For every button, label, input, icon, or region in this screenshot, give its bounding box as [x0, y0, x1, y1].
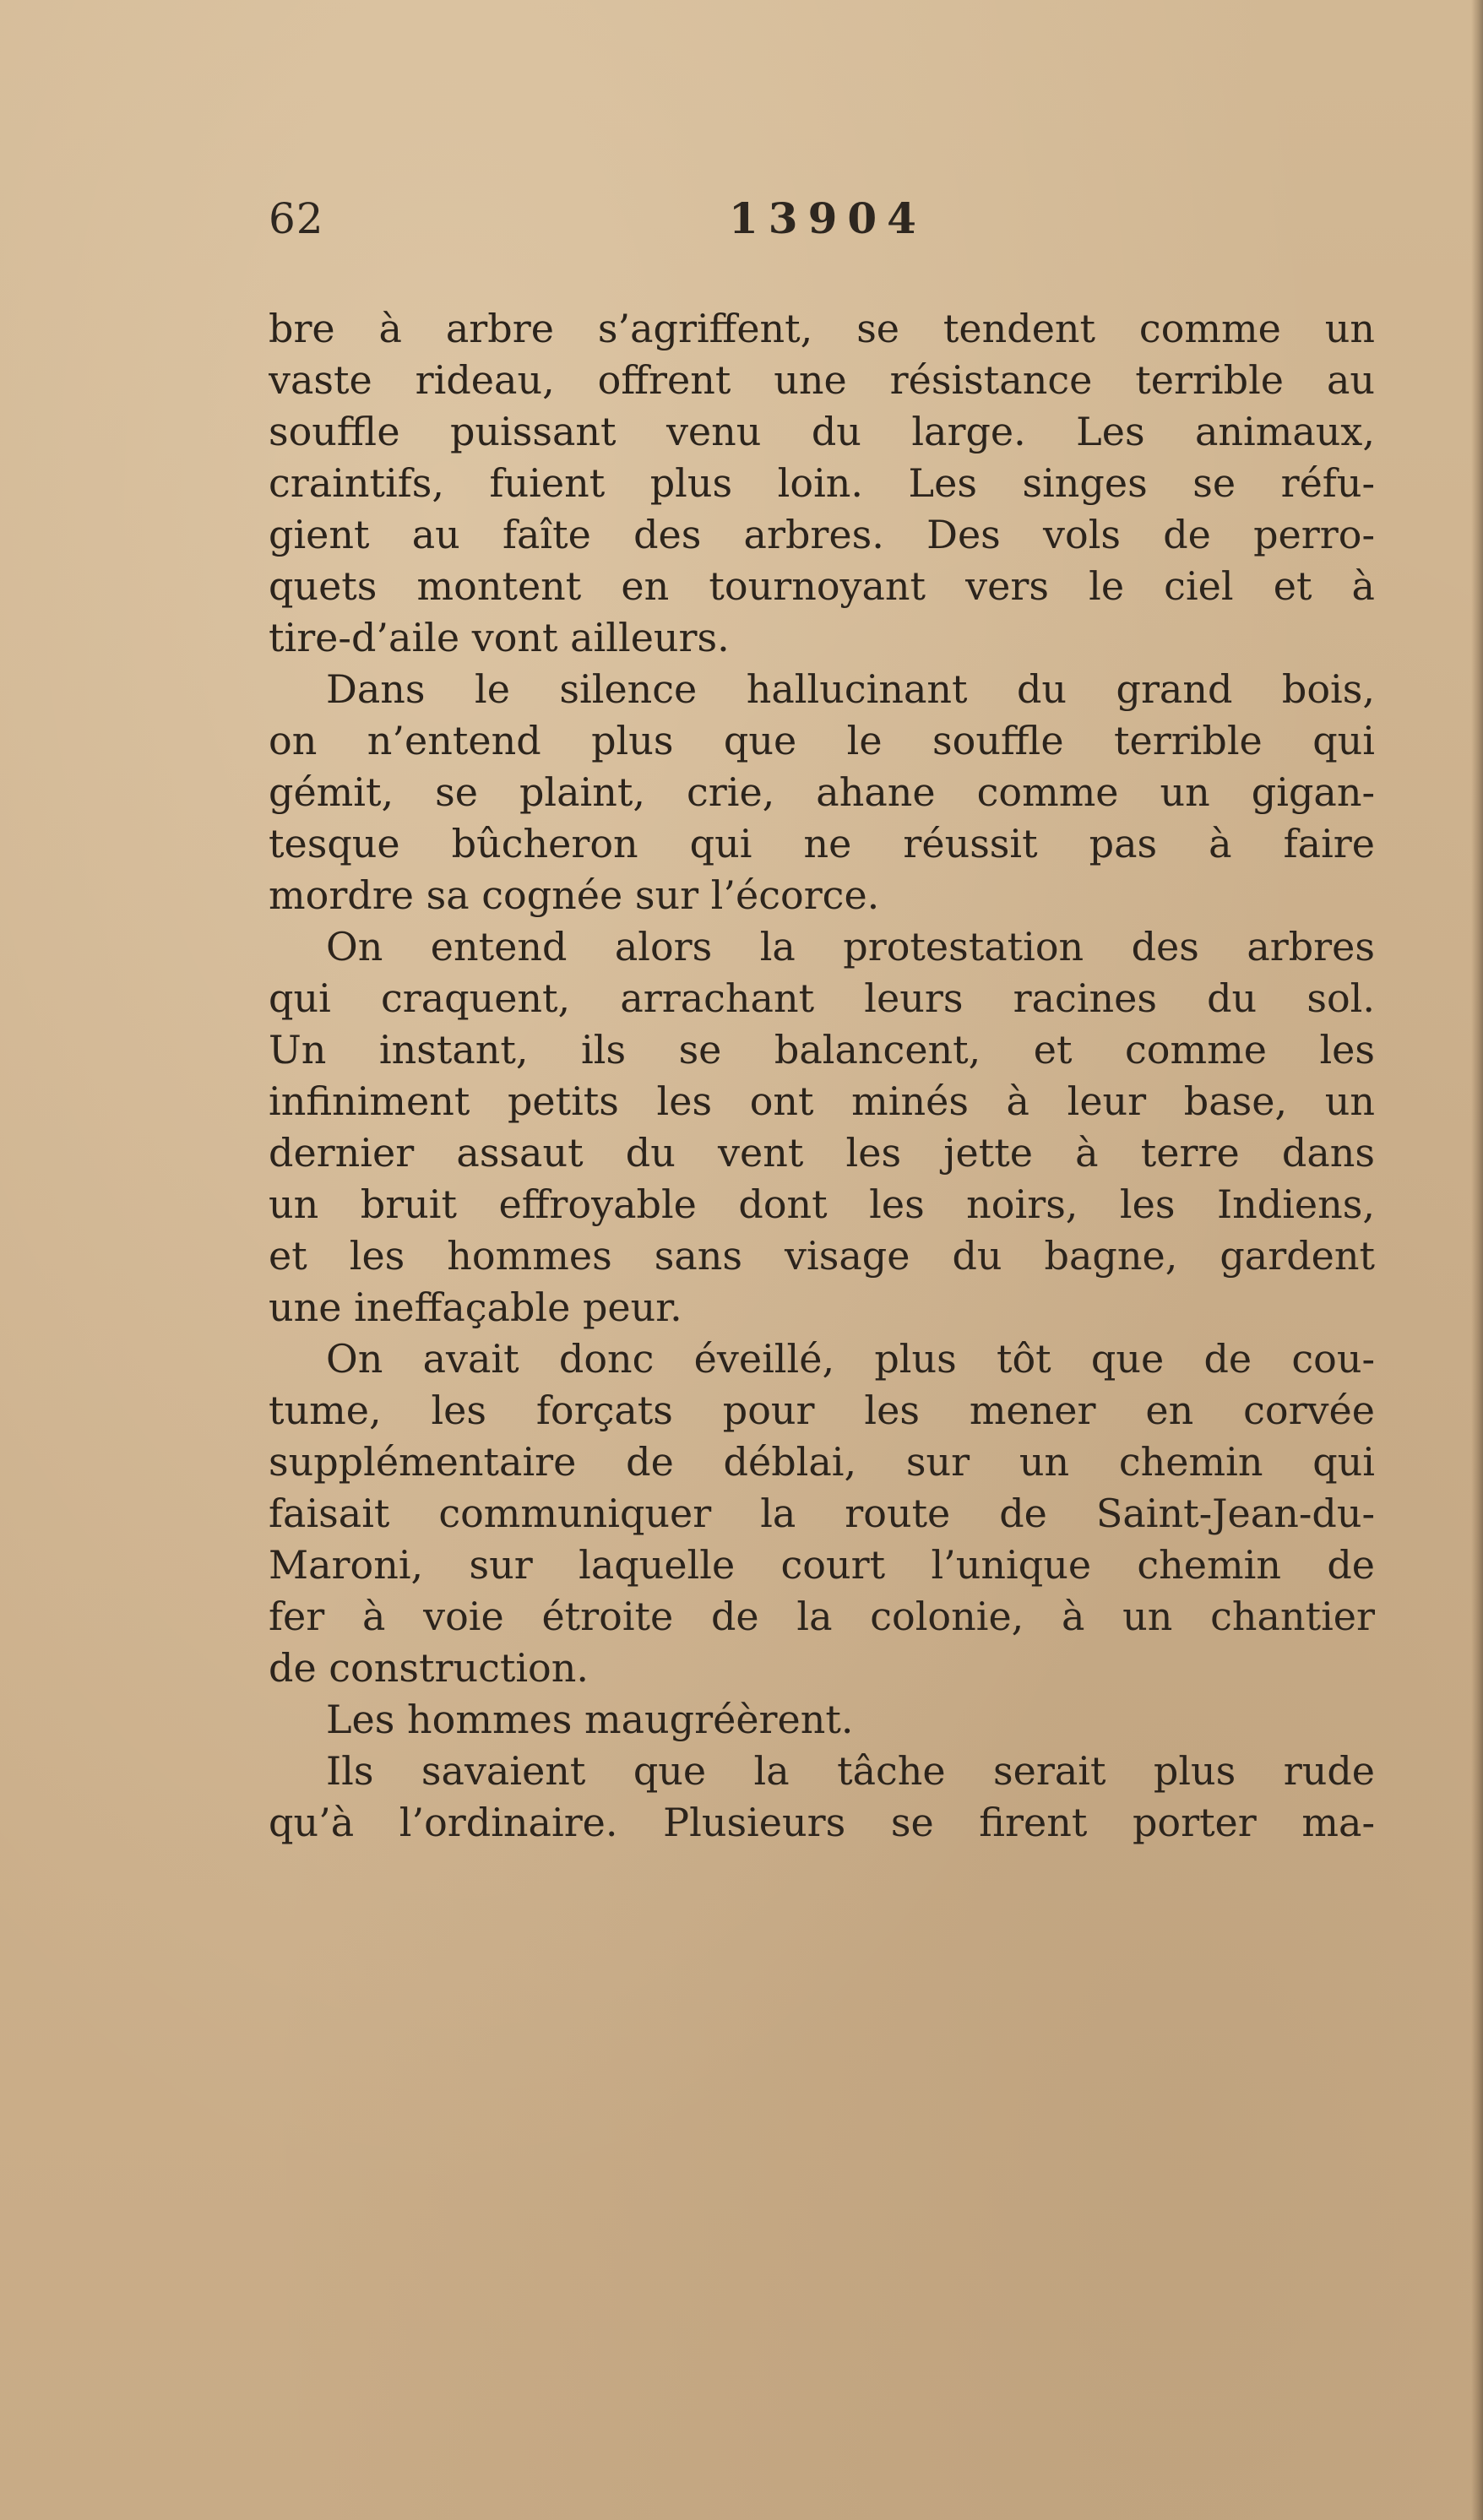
- paragraph-end-line: une ineffaçable peur.: [269, 1284, 682, 1330]
- paragraph-end-line: mordre sa cognée sur l’écorce.: [269, 872, 880, 918]
- running-head: 13904: [729, 193, 926, 243]
- text-line: faisait communiquer la route de Saint-Jean-du-: [269, 1491, 1375, 1536]
- text-line: on n’entend plus que le souffle terrible qui: [269, 718, 1375, 763]
- text-line: craintifs, fuient plus loin. Les singes se réfu-: [269, 460, 1375, 506]
- page-header: [269, 189, 1375, 248]
- text-line: Maroni, sur laquelle court l’unique chemin de: [269, 1542, 1375, 1588]
- text-line: un bruit effroyable dont les noirs, les Indiens,: [269, 1181, 1375, 1227]
- text-line: supplémentaire de déblai, sur un chemin qui: [269, 1439, 1375, 1485]
- paragraph-start-line: On entend alors la protestation des arbres: [326, 924, 1375, 969]
- body-text: [269, 303, 1375, 1849]
- text-line: infiniment petits les ont minés à leur base, un: [269, 1078, 1375, 1124]
- text-line: dernier assaut du vent les jette à terre dans: [269, 1130, 1375, 1176]
- paragraph-start-line: Dans le silence hallucinant du grand bois,: [326, 666, 1375, 712]
- page-edge-shadow: [1471, 0, 1483, 2520]
- text-line: tume, les forçats pour les mener en corvée: [269, 1388, 1375, 1433]
- text-line: Un instant, ils se balancent, et comme les: [269, 1027, 1375, 1073]
- text-line: qu’à l’ordinaire. Plusieurs se firent porter ma-: [269, 1800, 1375, 1845]
- text-line: gémit, se plaint, crie, ahane comme un gigan-: [269, 769, 1375, 815]
- paragraph-end-line: de construction.: [269, 1645, 589, 1691]
- text-line: souffle puissant venu du large. Les animaux,: [269, 409, 1375, 454]
- text-line: bre à arbre s’agriffent, se tendent comme un: [269, 306, 1375, 351]
- paragraph-start-line: On avait donc éveillé, plus tôt que de cou-: [326, 1336, 1375, 1382]
- text-line: gient au faîte des arbres. Des vols de perro-: [269, 512, 1375, 557]
- paragraph-end-line: tire-d’aile vont ailleurs.: [269, 615, 730, 660]
- text-line: tesque bûcheron qui ne réussit pas à faire: [269, 821, 1375, 866]
- single-line-paragraph: Les hommes maugréèrent.: [326, 1697, 854, 1742]
- page-number: 62: [269, 194, 324, 243]
- text-line: vaste rideau, offrent une résistance terrible au: [269, 357, 1375, 403]
- text-line: et les hommes sans visage du bagne, gardent: [269, 1233, 1375, 1279]
- text-line: quets montent en tournoyant vers le ciel et à: [269, 563, 1375, 609]
- text-line: fer à voie étroite de la colonie, à un chantier: [269, 1594, 1375, 1639]
- paragraph-start-line: Ils savaient que la tâche serait plus rude: [326, 1748, 1375, 1794]
- text-line: qui craquent, arrachant leurs racines du sol.: [269, 975, 1375, 1021]
